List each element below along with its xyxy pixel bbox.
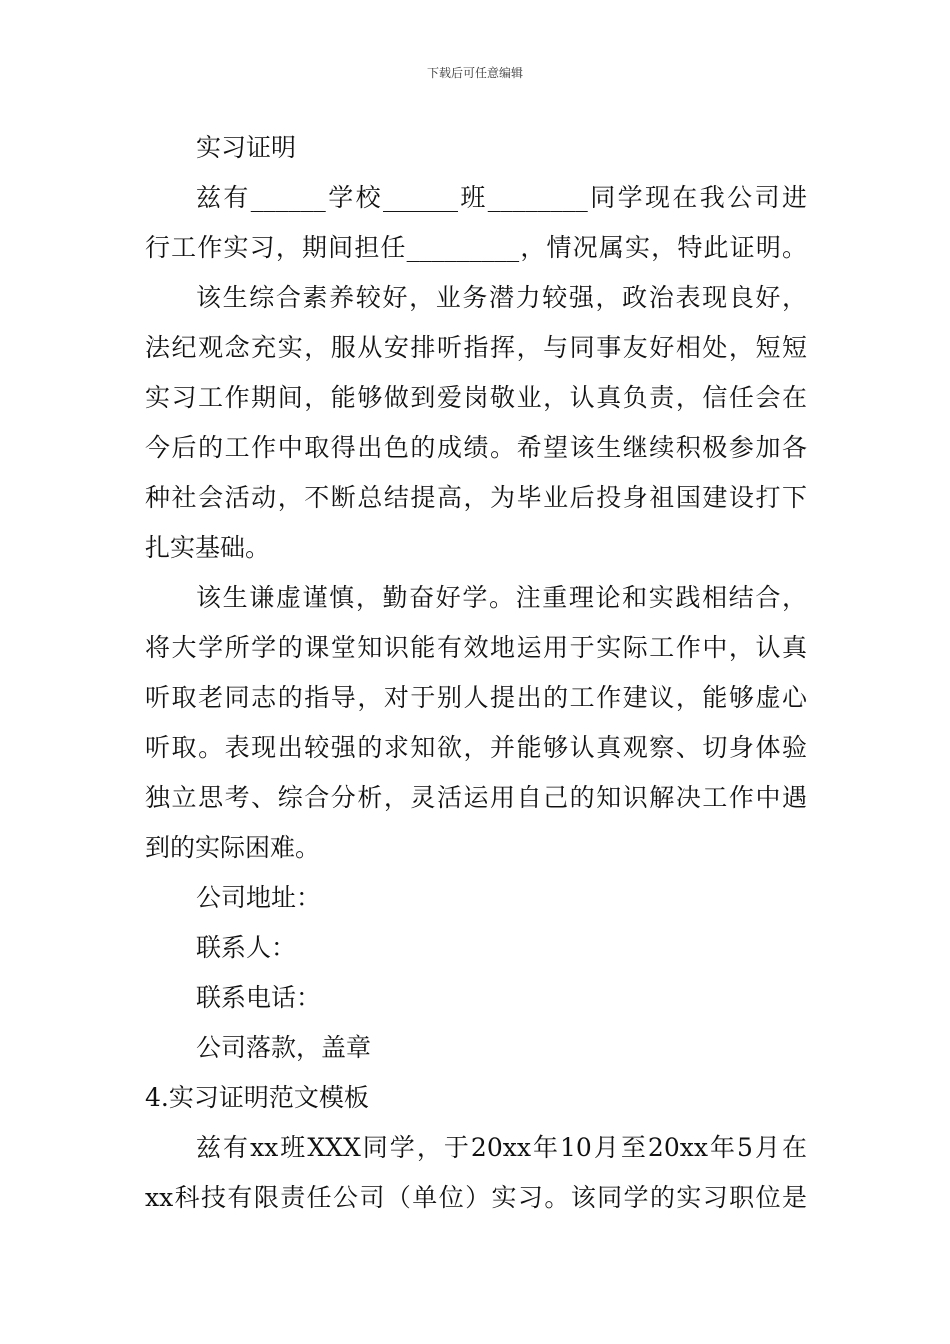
contact-person-label: 联系人： <box>196 933 297 962</box>
body-line: 该生综合素养较好，业务潜力较强，政治表现良好， <box>196 283 807 312</box>
body-line: 法纪观念充实，服从安排听指挥，与同事友好相处，短短 <box>145 333 807 362</box>
body-line: 将大学所学的课堂知识能有效地运用于实际工作中，认真 <box>145 633 807 662</box>
header-note: 下载后可任意编辑 <box>426 66 523 80</box>
body-line: 实习工作期间，能够做到爱岗敬业，认真负责，信任会在 <box>145 383 807 412</box>
body-line: 听取。表现出较强的求知欲，并能够认真观察、切身体验 <box>145 733 807 762</box>
body-line: 行工作实习，期间担任_________，情况属实，特此证明。 <box>145 233 807 262</box>
body-line: 听取老同志的指导，对于别人提出的工作建议，能够虚心 <box>145 683 807 712</box>
contact-phone-label: 联系电话： <box>196 983 322 1012</box>
title-line: 实习证明 <box>196 133 297 162</box>
body-line: 兹有______学校______班________同学现在我公司进 <box>196 183 807 212</box>
body-line: 种社会活动，不断总结提高，为毕业后投身祖国建设打下 <box>145 483 807 512</box>
body-line: 扎实基础。 <box>145 533 271 562</box>
body-line: 该生谦虚谨慎，勤奋好学。注重理论和实践相结合， <box>196 583 807 612</box>
signature-stamp-label: 公司落款，盖章 <box>196 1033 372 1062</box>
body-line: xx科技有限责任公司（单位）实习。该同学的实习职位是 <box>145 1183 807 1212</box>
section-heading: 4.实习证明范文模板 <box>145 1083 369 1112</box>
body-line: 到的实际困难。 <box>145 833 321 862</box>
body-line: 独立思考、综合分析，灵活运用自己的知识解决工作中遇 <box>145 783 807 812</box>
body-line: 今后的工作中取得出色的成绩。希望该生继续积极参加各 <box>145 433 807 462</box>
company-address-label: 公司地址： <box>196 883 322 912</box>
body-line: 兹有xx班XXX同学，于20xx年10月至20xx年5月在 <box>196 1133 807 1162</box>
